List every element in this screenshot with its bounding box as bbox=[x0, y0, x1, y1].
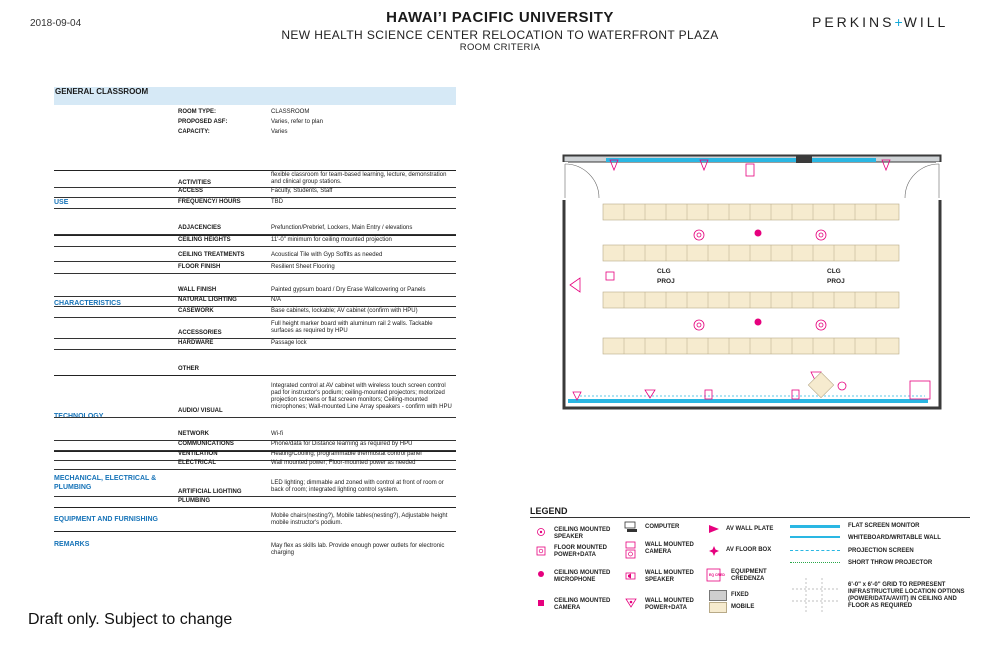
whiteboard-bottom bbox=[568, 399, 928, 403]
legend-computer: COMPUTER bbox=[645, 524, 680, 530]
section-divider bbox=[54, 235, 456, 236]
projector-label: PROJ bbox=[657, 278, 675, 285]
door-swing-left bbox=[565, 164, 599, 198]
table-row bbox=[54, 480, 456, 497]
ventilation-value: Heating/Cooling; programmable thermostat control panel bbox=[271, 451, 422, 457]
computer-icon bbox=[624, 521, 640, 533]
instructor-podium bbox=[808, 372, 833, 397]
ceiling-camera-icon bbox=[536, 598, 546, 608]
legend-ceiling-camera: CEILING MOUNTED CAMERA bbox=[554, 598, 611, 611]
legend-flat-screen: FLAT SCREEN MONITOR bbox=[848, 523, 920, 529]
section-use: USE bbox=[54, 199, 69, 206]
legend-grid-note: 6'-0" x 6'-0" GRID TO REPRESENT INFRASTRUCTURE LOCATION OPTIONS (POWER/DATA/AV/IT) IN CEILING AND FLOOR AS REQUIRED bbox=[848, 582, 965, 609]
capacity-value: Varies bbox=[271, 129, 288, 135]
door-swing-right bbox=[905, 164, 939, 198]
casework-value: Base cabinets, lockable; AV cabinet (confirm with HPU) bbox=[271, 308, 418, 314]
proposed-asf-value: Varies, refer to plan bbox=[271, 119, 323, 125]
section-mep: MECHANICAL, ELECTRICAL & PLUMBING bbox=[54, 475, 157, 491]
section-divider bbox=[54, 375, 456, 376]
hardware-value: Passage lock bbox=[271, 340, 307, 346]
whiteboard-swatch bbox=[790, 536, 840, 538]
table-row bbox=[54, 252, 456, 262]
table-row bbox=[54, 460, 456, 470]
mobile-desks bbox=[603, 204, 899, 354]
ventilation-label: VENTILATION bbox=[178, 451, 218, 457]
floor-finish-value: Resilient Sheet Flooring bbox=[271, 264, 335, 270]
other-label: OTHER bbox=[178, 366, 199, 372]
artificial-lighting-value: LED lighting; dimmable and zoned with control at front of room or back of room; integrated lighting control system. bbox=[271, 480, 444, 493]
legend-av-floor-box: AV FLOOR BOX bbox=[726, 547, 772, 553]
table-row bbox=[54, 188, 456, 198]
section-divider bbox=[54, 531, 456, 532]
brand-left: PERKINS bbox=[812, 14, 895, 30]
table-row bbox=[54, 264, 456, 274]
legend-equipment-credenza: EQUIPMENT CREDENZA bbox=[731, 569, 767, 582]
ceiling-treatments-value: Acoustical Tile with Gyp Soffits as needed bbox=[271, 252, 383, 258]
wall-power bbox=[606, 164, 799, 399]
brand-plus: + bbox=[894, 14, 904, 30]
table-row bbox=[54, 340, 456, 350]
legend-floor-power: FLOOR MOUNTED POWER+DATA bbox=[554, 545, 607, 558]
legend-title: LEGEND bbox=[530, 506, 568, 516]
projection-screen-swatch bbox=[790, 550, 840, 551]
ceiling-heights-value: 11'-0" minimum for ceiling mounted projection bbox=[271, 237, 392, 243]
table-row bbox=[54, 321, 456, 339]
av-floor-box-icon bbox=[708, 545, 720, 557]
legend-av-wall-plate: AV WALL PLATE bbox=[726, 526, 774, 532]
section-divider bbox=[54, 170, 456, 171]
floor-box bbox=[838, 382, 846, 390]
university-title: HAWAI’I PACIFIC UNIVERSITY bbox=[386, 9, 614, 26]
mobile-swatch bbox=[709, 602, 727, 613]
floor-finish-label: FLOOR FINISH bbox=[178, 264, 221, 270]
section-equipment: EQUIPMENT AND FURNISHING bbox=[54, 516, 158, 523]
table-row bbox=[54, 287, 456, 297]
remarks-value: May flex as skills lab. Provide enough power outlets for electronic charging bbox=[271, 543, 445, 556]
wall-power-icon bbox=[625, 598, 637, 608]
natural-lighting-label: NATURAL LIGHTING bbox=[178, 297, 237, 303]
frequency-label: FREQUENCY/ HOURS bbox=[178, 199, 241, 205]
table-row bbox=[54, 441, 456, 451]
equipment-value: Mobile chairs(nesting?), Mobile tables(nesting?), Adjustable height mobile instructor's podium. bbox=[271, 513, 448, 526]
whiteboard-top bbox=[606, 158, 876, 162]
flat-screen-swatch bbox=[790, 525, 840, 528]
table-row bbox=[54, 237, 456, 247]
document-type: ROOM CRITERIA bbox=[459, 42, 541, 53]
casework-label: CASEWORK bbox=[178, 308, 214, 314]
grid-icon bbox=[792, 578, 838, 612]
short-throw-swatch bbox=[790, 562, 840, 563]
ceiling-equipment bbox=[796, 155, 812, 163]
wall-speaker bbox=[570, 278, 580, 292]
proposed-asf-label: PROPOSED ASF: bbox=[178, 119, 228, 125]
ceiling-treatments-label: CEILING TREATMENTS bbox=[178, 252, 245, 258]
natural-lighting-value: N/A bbox=[271, 297, 282, 303]
table-row bbox=[54, 431, 456, 441]
ceiling-mic-icon bbox=[536, 569, 546, 579]
legend-projection-screen: PROJECTION SCREEN bbox=[848, 548, 914, 554]
projector-label: CLG bbox=[657, 268, 671, 275]
room-walls bbox=[564, 156, 940, 408]
table-row bbox=[54, 308, 456, 318]
access-value: Faculty, Students, Staff bbox=[271, 188, 333, 194]
legend-fixed: FIXED bbox=[731, 592, 749, 598]
legend-wall-camera: WALL MOUNTED CAMERA bbox=[645, 542, 694, 555]
ceiling-heights-label: CEILING HEIGHTS bbox=[178, 237, 231, 243]
table-row bbox=[54, 225, 456, 235]
firm-logo bbox=[812, 14, 948, 30]
table-row bbox=[54, 498, 456, 507]
plumbing-label: PLUMBING bbox=[178, 498, 210, 504]
wall-camera-icon bbox=[625, 541, 637, 559]
legend-mobile: MOBILE bbox=[731, 604, 755, 610]
communications-value: Phone/data for Distance learning as required by HPU bbox=[271, 441, 413, 447]
section-characteristics: CHARACTERISTICS bbox=[54, 300, 121, 307]
room-name: GENERAL CLASSROOM bbox=[54, 87, 456, 105]
ceiling-speaker-icon bbox=[536, 527, 546, 537]
accessories-label: ACCESSORIES bbox=[178, 330, 222, 336]
table-row bbox=[54, 366, 456, 375]
section-technology: TECHNOLOGY bbox=[54, 413, 104, 420]
legend-wall-power: WALL MOUNTED POWER+DATA bbox=[645, 598, 694, 611]
legend-whiteboard: WHITEBOARD/WRITABLE WALL bbox=[848, 535, 941, 541]
table-row bbox=[54, 172, 456, 188]
audio-visual-label: AUDIO/ VISUAL bbox=[178, 408, 223, 414]
fixed-swatch bbox=[709, 590, 727, 601]
legend-short-throw: SHORT THROW PROJECTOR bbox=[848, 560, 933, 566]
projector-label: PROJ bbox=[827, 278, 845, 285]
legend-divider bbox=[530, 517, 970, 518]
room-type-label: ROOM TYPE: bbox=[178, 109, 217, 115]
project-title: NEW HEALTH SCIENCE CENTER RELOCATION TO WATERFRONT PLAZA bbox=[281, 28, 719, 42]
hardware-label: HARDWARE bbox=[178, 340, 214, 346]
document-date: 2018-09-04 bbox=[30, 18, 82, 29]
legend-ceiling-mic: CEILING MOUNTED MICROPHONE bbox=[554, 570, 611, 583]
table-row bbox=[54, 513, 456, 529]
capacity-label: CAPACITY: bbox=[178, 129, 210, 135]
table-row bbox=[54, 543, 456, 559]
legend-ceiling-speaker: CEILING MOUNTED SPEAKER bbox=[554, 527, 611, 540]
room-type-value: CLASSROOM bbox=[271, 109, 310, 115]
draft-note: Draft only. Subject to change bbox=[28, 611, 233, 628]
ceiling-mic bbox=[755, 230, 762, 237]
wall-finish-value: Painted gypsum board / Dry Erase Wallcovering or Panels bbox=[271, 287, 426, 293]
criteria-table bbox=[54, 87, 456, 556]
accessories-value: Full height marker board with aluminum rail 2 walls. Tackable surfaces as required by HPU bbox=[271, 321, 433, 334]
communications-label: COMMUNICATIONS bbox=[178, 441, 234, 447]
classroom-floor-plan bbox=[560, 152, 945, 417]
ceiling-mic bbox=[755, 319, 762, 326]
wall-finish-label: WALL FINISH bbox=[178, 287, 217, 293]
legend-wall-speaker: WALL MOUNTED SPEAKER bbox=[645, 570, 694, 583]
network-value: Wi-fi bbox=[271, 431, 283, 437]
table-row bbox=[54, 383, 456, 418]
adjacencies-value: Prefunction/Prebrief, Lockers, Main Entry / elevations bbox=[271, 225, 413, 231]
projector-label: CLG bbox=[827, 268, 841, 275]
table-row bbox=[54, 297, 456, 307]
table-row bbox=[54, 199, 456, 209]
wall-speaker-icon bbox=[625, 571, 637, 581]
floor-power-icon bbox=[536, 546, 546, 556]
activities-label: ACTIVITIES bbox=[178, 180, 212, 186]
brand-right: WILL bbox=[903, 14, 949, 30]
section-remarks: REMARKS bbox=[54, 541, 90, 548]
electrical-label: ELECTRICAL bbox=[178, 460, 216, 466]
frequency-value: TBD bbox=[271, 199, 283, 205]
access-label: ACCESS bbox=[178, 188, 204, 194]
activities-value: flexible classroom for team-based learning, lecture, demonstration and clinical group stations. bbox=[271, 172, 447, 185]
network-label: NETWORK bbox=[178, 431, 209, 437]
electrical-value: Wall mounted power; Floor-mounted power as needed bbox=[271, 460, 416, 466]
artificial-lighting-label: ARTIFICIAL LIGHTING bbox=[178, 489, 242, 495]
adjacencies-label: ADJACENCIES bbox=[178, 225, 222, 231]
credenza-abbr: EQ CRED bbox=[709, 573, 725, 577]
section-divider bbox=[54, 507, 456, 508]
audio-visual-value: Integrated control at AV cabinet with wireless touch screen control pad for instructor's podium; ceiling-mounted projectors; motorized projection screens or flat screen monitors; Ceiling-mounted microphones; Wall-mounted Line Array speakers - confirm with HPU bbox=[271, 383, 452, 410]
av-wall-plate-icon bbox=[708, 524, 720, 534]
